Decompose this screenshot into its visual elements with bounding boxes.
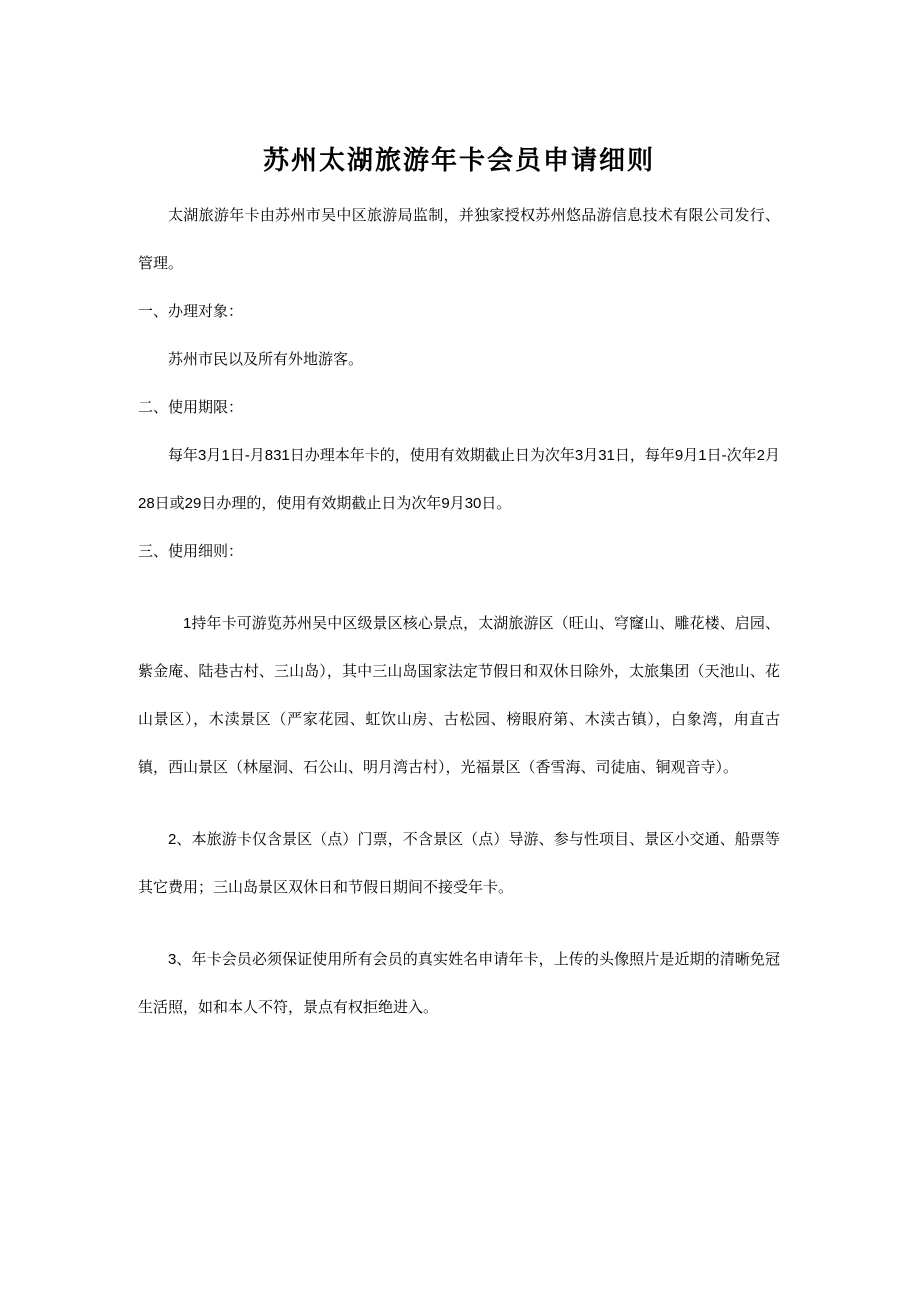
- section-1-paragraph: 苏州市民以及所有外地游客。: [168, 351, 364, 368]
- usage-rule-1: 1持年卡可游览苏州吴中区级景区核心景点，太湖旅游区（旺山、穹窿山、雕花楼、启园、紫金庵、陆巷古村、三山岛），其中三山岛国家法定节假日和双休日除外，太旅集团（天池山、花山景区），木渎景区（严家花园、虹饮山房、古松园、榜眼府第、木渎古镇），白象湾，甪直古镇，西山景区（林屋洞、石公山、明月湾古村），光福景区（香雪海、司徒庙、铜观音寺）。: [138, 615, 780, 776]
- document-title: 苏州太湖旅游年卡会员申请细则: [262, 145, 655, 175]
- section-2-paragraph: 每年3月1日-月831日办理本年卡的，使用有效期截止日为次年3月31日，每年9月1日-次年2月28日或29日办理的，使用有效期截止日为次年9月30日。: [138, 447, 780, 512]
- usage-rule-3: 3、年卡会员必须保证使用所有会员的真实姓名申请年卡，上传的头像照片是近期的清晰免冠生活照，如和本人不符，景点有权拒绝进入。: [138, 951, 780, 1016]
- intro-paragraph: 太湖旅游年卡由苏州市吴中区旅游局监制，并独家授权苏州悠品游信息技术有限公司发行、管理。: [138, 207, 780, 272]
- section-3-heading: 三、使用细则：: [138, 543, 244, 560]
- section-1-heading: 一、办理对象：: [138, 303, 244, 320]
- section-2-heading: 二、使用期限：: [138, 399, 244, 416]
- usage-rule-2: 2、本旅游卡仅含景区（点）门票，不含景区（点）导游、参与性项目、景区小交通、船票等其它费用；三山岛景区双休日和节假日期间不接受年卡。: [138, 831, 780, 896]
